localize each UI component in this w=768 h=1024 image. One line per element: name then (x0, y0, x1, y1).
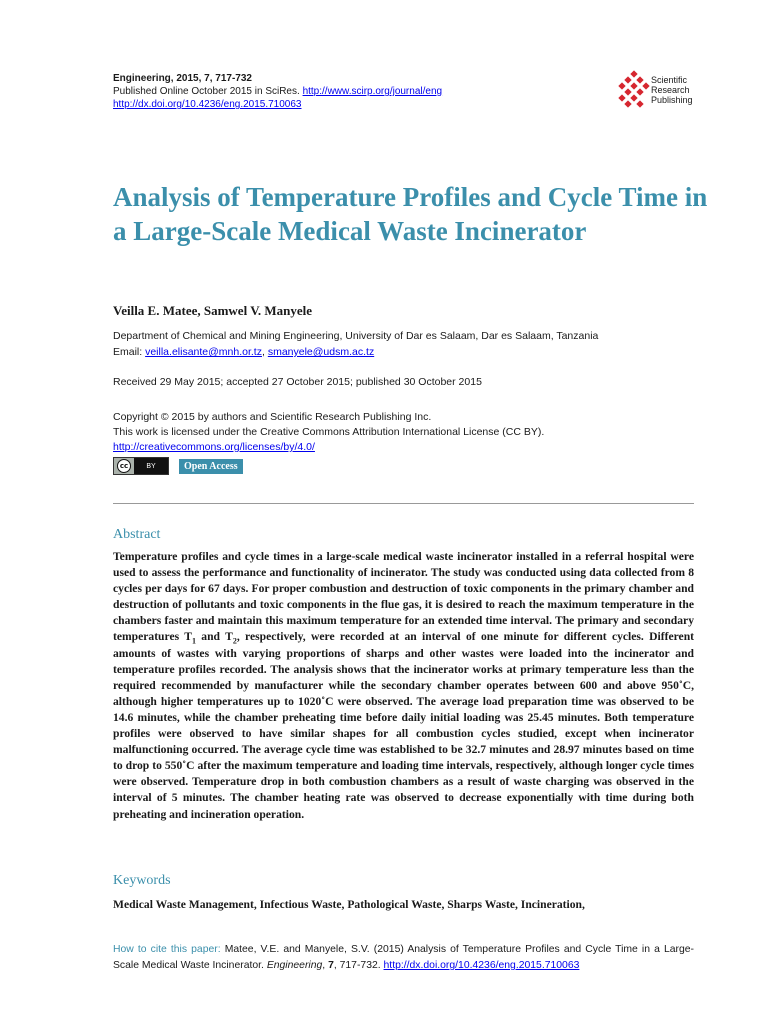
email-label: Email: (113, 346, 146, 358)
open-access-badge[interactable]: Open Access (179, 459, 243, 474)
citation-sep: , (322, 960, 329, 971)
citation-label: How to cite this paper: (113, 944, 225, 955)
copyright-block (113, 410, 544, 455)
logo-diamond (630, 70, 637, 77)
email-line (113, 344, 598, 360)
logo-line: Research (651, 85, 690, 95)
published-prefix: Published Online October 2015 in SciRes. (113, 86, 303, 97)
authors: Veilla E. Matee, Samwel V. Manyele (113, 303, 313, 318)
logo-line: Scientific (651, 75, 688, 85)
divider (113, 503, 694, 504)
publisher-logo (617, 70, 707, 110)
abstract-heading: Abstract (113, 527, 161, 542)
logo-diamond (624, 100, 631, 107)
logo-diamond (636, 100, 643, 107)
logo-diamond (624, 76, 631, 83)
logo-diamond (636, 88, 643, 95)
citation-text: Matee, V.E. and Manyele, S.V. (2015) Analysis of Temperature Profiles and Cycle Time in a Large-Scale Medical Waste Incinerator. (113, 944, 694, 971)
citation-volume: 7 (328, 960, 334, 971)
abstract-part: Temperature profiles and cycle times in a large-scale medical waste incinerator installed in a referral hospital were used to assess the performance and functionality of incinerator. The study was conducted using data collected from 8 cycles per days for 67 days. For proper combustion and destruction of toxic components in the primary chamber and destruction of pollutants and toxic components in the flue gas, it is desired to reach the maximum temperature in the chambers faster and maintain this maximum temperature for an extended time interval. The primary and secondary temperatures T (113, 550, 694, 644)
journal-info (113, 72, 442, 111)
logo-diamond (618, 94, 625, 101)
license-link[interactable]: http://creativecommons.org/licenses/by/4.0/ (113, 441, 315, 453)
citation (113, 942, 694, 974)
scirp-diamond-icon (617, 70, 651, 110)
keywords-text: Medical Waste Management, Infectious Waste, Pathological Waste, Sharps Waste, Incineration, (113, 898, 585, 911)
affiliation-block (113, 328, 598, 360)
affiliation: Department of Chemical and Mining Engineering, University of Dar es Salaam, Dar es Salaam, Tanzania (113, 330, 599, 342)
subscript: 2 (232, 636, 237, 646)
abstract-part: , respectively, were recorded at an interval of one minute for different cycles. Different amounts of wastes with varying proportions of sharps and other wastes were loaded into the incinerator and temperature profiles recorded. The analysis shows that the incinerator works at primary temperature less than the required recommended by manufacturer while the secondary chamber operates between 600 and above 950˚C, although higher temperatures up to 1020˚C were observed. The average load preparation time was observed to be 14.6 minutes, while the chamber preheating time before daily initial loading was 25.45 minutes. Both temperature profiles were observed to have similar shapes for all combustion cycles studied, except when incinerator malfunctioning occurred. The average cycle time was established to be 32.7 minutes and 28.97 minutes based on time to drop to 550˚C after the maximum temperature and loading time intervals, respectively, although longer cycle times were observed. Temperature drop in both combustion chambers as a result of waste charging was observed in the interval of 5 minutes. The chamber heating rate was observed to decrease exponentially with time during both preheating and incineration operation. (113, 630, 694, 821)
published-line (113, 85, 442, 98)
publication-dates: Received 29 May 2015; accepted 27 October 2015; published 30 October 2015 (113, 376, 482, 388)
citation-doi-link[interactable]: http://dx.doi.org/10.4236/eng.2015.710063 (383, 960, 580, 971)
citation-pages: , 717-732. (333, 960, 384, 971)
journal-url-link[interactable]: http://www.scirp.org/journal/eng (302, 86, 443, 97)
paper-title: Analysis of Temperature Profiles and Cycle Time in a Large-Scale Medical Waste Incinerator (113, 182, 708, 246)
logo-diamond (636, 76, 643, 83)
logo-diamond (630, 94, 637, 101)
email-link-first[interactable]: veilla.elisante@mnh.or.tz (145, 346, 262, 358)
license-line: This work is licensed under the Creative Commons Attribution International License (CC BY). (113, 426, 545, 438)
license-badges (113, 456, 243, 476)
logo-diamond (624, 88, 631, 95)
copyright-line: Copyright © 2015 by authors and Scientific Research Publishing Inc. (113, 411, 432, 423)
cc-by-badge[interactable] (113, 457, 169, 475)
logo-line: Publishing (651, 95, 693, 105)
journal-citation: Engineering, 2015, 7, 717-732 (113, 73, 252, 84)
cc-icon: cc (117, 459, 131, 473)
logo-diamond (630, 82, 637, 89)
keywords-heading: Keywords (113, 873, 171, 888)
logo-text (651, 75, 693, 105)
citation-journal: Engineering (266, 960, 323, 971)
abstract-part: and T (195, 630, 233, 644)
logo-diamond (618, 82, 625, 89)
doi-link[interactable]: http://dx.doi.org/10.4236/eng.2015.710063 (113, 99, 302, 110)
logo-diamond (642, 82, 649, 89)
email-sep: , (261, 346, 268, 358)
abstract-text (113, 549, 694, 823)
email-link-second[interactable]: smanyele@udsm.ac.tz (267, 346, 375, 358)
subscript: 1 (191, 636, 196, 646)
by-icon: BY (134, 458, 168, 474)
